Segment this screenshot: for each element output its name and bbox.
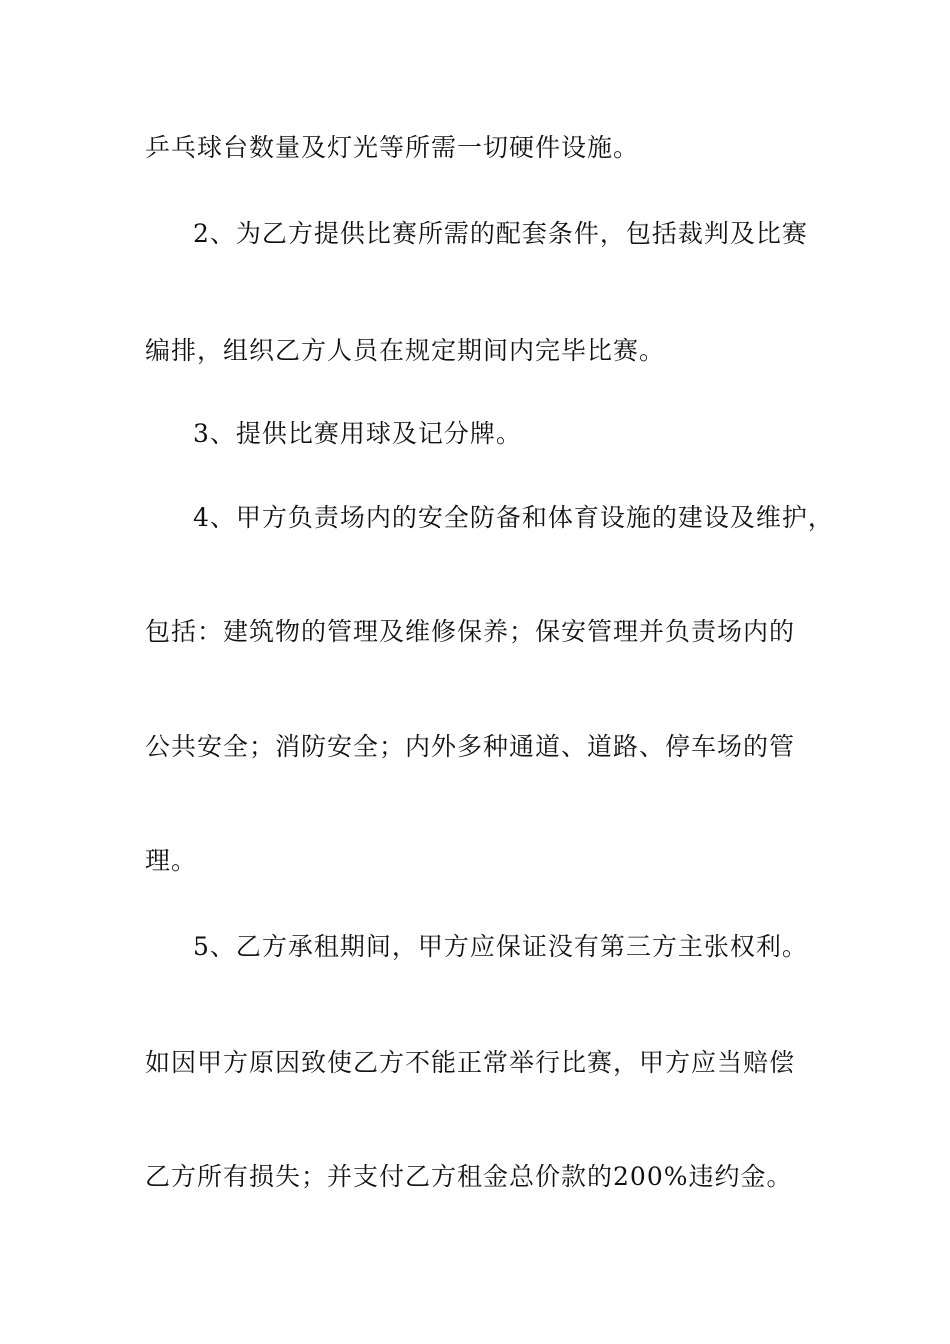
clause-2-start: 2、为乙方提供比赛所需的配套条件，包括裁判及比赛 — [193, 219, 808, 248]
clause-5-start: 5、乙方承租期间，甲方应保证没有第三方主张权利。 — [193, 932, 808, 961]
text-line: 编排，组织乙方人员在规定期间内完毕比赛。 — [145, 336, 666, 365]
text-line: 乒乓球台数量及灯光等所需一切硬件设施。 — [145, 133, 640, 162]
text-line: 理。 — [145, 846, 198, 875]
clause-4-start: 4、甲方负责场内的安全防备和体育设施的建设及维护， — [193, 503, 834, 532]
text-line: 如因甲方原因致使乙方不能正常举行比赛，甲方应当赔偿 — [145, 1048, 796, 1077]
text-line: 乙方所有损失；并支付乙方租金总价款的200%违约金。 — [145, 1162, 793, 1191]
text-line: 包括：建筑物的管理及维修保养；保安管理并负责场内的 — [145, 617, 796, 646]
text-line: 公共安全；消防安全；内外多种通道、道路、停车场的管 — [145, 732, 796, 761]
clause-3: 3、提供比赛用球及记分牌。 — [193, 419, 522, 448]
